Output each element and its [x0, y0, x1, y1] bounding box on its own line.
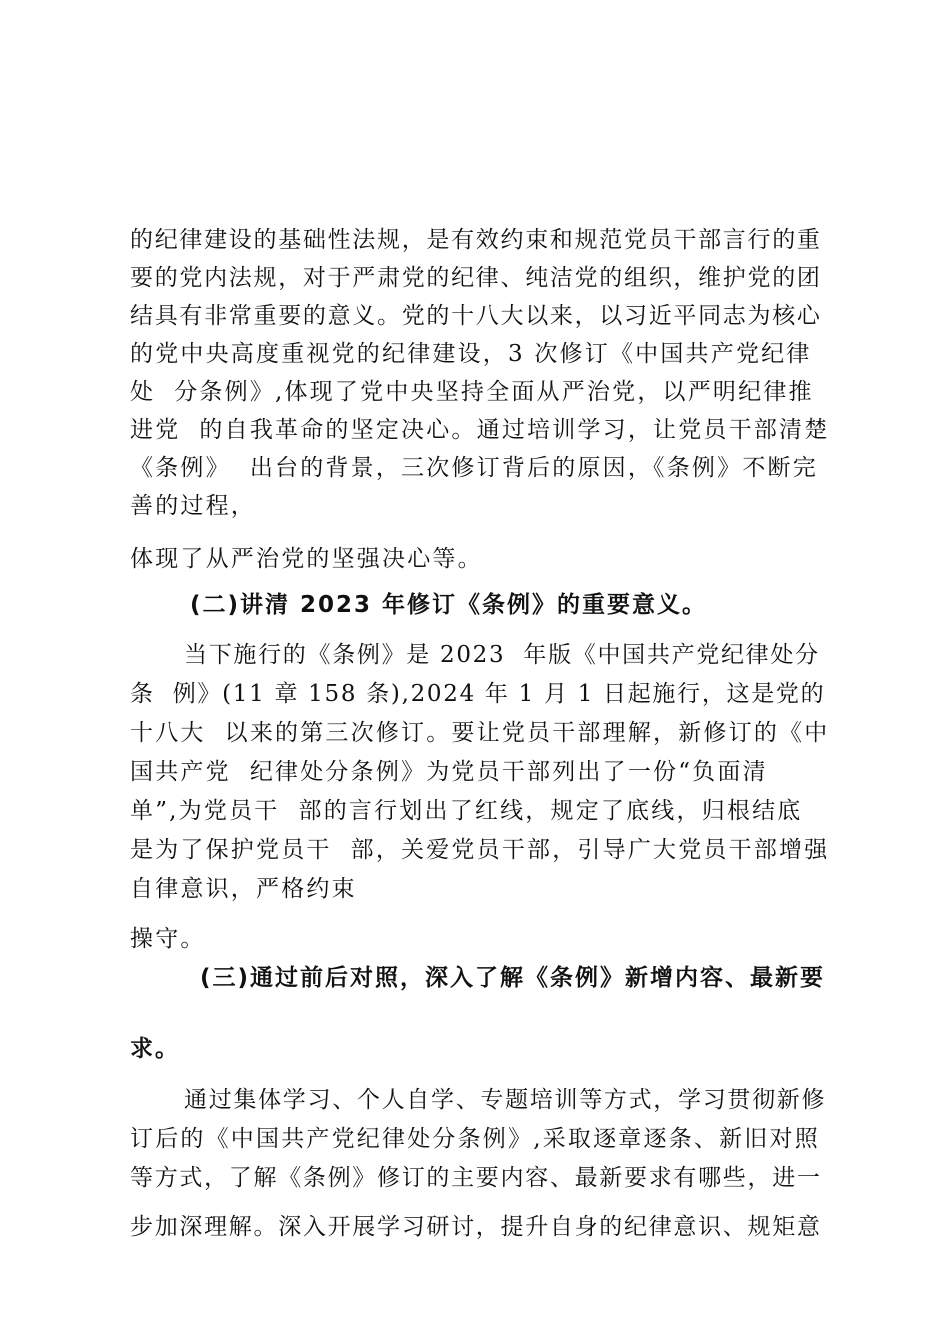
paragraph-line: 当下施行的《条例》是 2023 年版《中国共产党纪律处分: [184, 642, 820, 668]
paragraph-line: 条 例》(11 章 158 条),2024 年 1 月 1 日起施行，这是党的: [130, 681, 826, 707]
paragraph-line: 进党 的自我革命的坚定决心。通过培训学习，让党员干部清楚: [130, 417, 830, 443]
paragraph-line: 十八大 以来的第三次修订。要让党员干部理解，新修订的《中: [130, 720, 830, 746]
paragraph-line: 《条例》 出台的背景，三次修订背后的原因，《条例》不断完: [130, 455, 818, 481]
section-heading-continuation: 求。: [130, 1036, 180, 1062]
paragraph-line: 通过集体学习、个人自学、专题培训等方式，学习贯彻新修: [184, 1087, 827, 1113]
paragraph-line: 订后的《中国共产党纪律处分条例》,采取逐章逐条、新旧对照: [130, 1126, 820, 1152]
paragraph-line: 步加深理解。深入开展学习研讨，提升自身的纪律意识、规矩意: [130, 1214, 822, 1240]
paragraph-line: 处 分条例》,体现了党中央坚持全面从严治党，以严明纪律推: [130, 379, 814, 405]
paragraph-line: 要的党内法规，对于严肃党的纪律、纯洁党的组织，维护党的团: [130, 265, 822, 291]
paragraph-line: 国共产党 纪律处分条例》为党员干部列出了一份“负面清: [130, 759, 768, 785]
section-heading: (二)讲清 2023 年修订《条例》的重要意义。: [190, 592, 708, 618]
paragraph-line: 等方式，了解《条例》修订的主要内容、最新要求有哪些，进一: [130, 1165, 822, 1191]
paragraph-line: 单”,为党员干 部的言行划出了红线，规定了底线，归根结底: [130, 798, 803, 824]
section-heading: (三)通过前后对照，深入了解《条例》新增内容、最新要: [200, 965, 826, 991]
paragraph-line: 结具有非常重要的意义。党的十八大以来，以习近平同志为核心: [130, 303, 822, 329]
paragraph-line: 是为了保护党员干 部，关爱党员干部，引导广大党员干部增强: [130, 837, 830, 863]
paragraph-line: 操守。: [130, 926, 206, 952]
paragraph-line: 体现了从严治党的坚强决心等。: [130, 546, 483, 572]
paragraph-line: 自律意识，严格约束: [130, 876, 357, 902]
paragraph-line: 善的过程，: [130, 493, 256, 519]
paragraph-line: 的纪律建设的基础性法规，是有效约束和规范党员干部言行的重: [130, 227, 822, 253]
paragraph-line: 的党中央高度重视党的纪律建设，3 次修订《中国共产党纪律: [130, 341, 812, 367]
